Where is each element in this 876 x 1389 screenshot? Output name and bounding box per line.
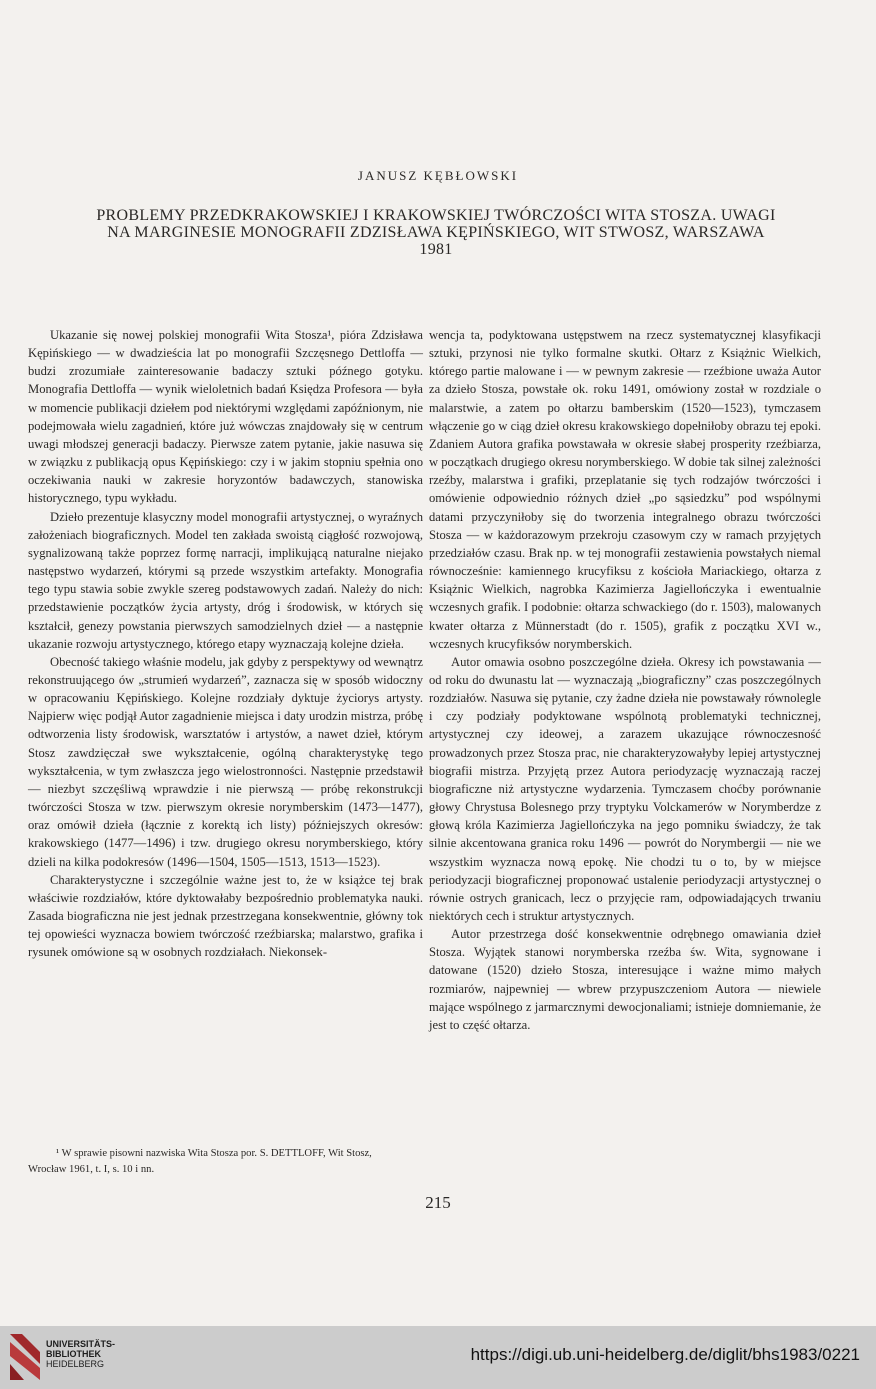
permalink-url[interactable]: https://digi.ub.uni-heidelberg.de/diglit/bhs1983/0221	[470, 1345, 860, 1364]
left-column	[28, 326, 423, 961]
title-line-1: PROBLEMY PRZEDKRAKOWSKIEJ I KRAKOWSKIEJ TWÓRCZOŚCI WITA STOSZA. UWAGI	[96, 207, 776, 224]
paragraph: Autor omawia osobno poszczególne dzieła. Okresy ich powstawania — od roku do dwunastu lat — wyznaczają „biograficzny” czas poszczególnych rozdziałów. Nasuwa się pytanie, czy żadne dzieła nie powstawały równolegle i czy podziały podyktowane wspólnotą problematyki technicznej, artystycznej czy ideowej, a zarazem ukazujące równoczesność prowadzonych przez Stosza prac, nie charakteryzowałyby lepiej artystycznej biografii mistrza. Przyjętą przez Autora periodyzację wyznaczają raczej biograficzne niż artystyczne wydarzenia. Tymczasem choćby porównanie głowy Chrystusa Bolesnego przy tryptyku Volckamerów w Norymberdze z głową króla Kazimierza Jagiellończyka na jego pomniku świadczy, że tak silnie akcentowana granica roku 1496 — powrót do Norymbergii — nie we wszystkim wyznacza nową epokę. Nie chodzi tu o to, by w miejsce periodyzacji biograficznej proponować ustalenie periodyzacji artystycznej o równie ostrych granicach, lecz o przyjęcie ram, odpowiadających trwaniu niektórych cech i struktur artystycznych.	[429, 654, 821, 923]
footnote	[28, 1146, 408, 1178]
author-name: JANUSZ KĘBŁOWSKI	[357, 168, 519, 183]
paragraph: Ukazanie się nowej polskiej monografii Wita Stosza¹, pióra Zdzisława Kępińskiego — w dwadzieścia lat po monografii Szczęsnego Dettloffa — budzi zrozumiałe zainteresowanie badaczy sztuki późnego gotyku. Monografia Dettloffa — wynik wieloletnich badań Księdza Profesora — była w momencie publikacji dziełem pod niektórymi względami zapóźnionym, nie podejmowała wielu zagadnień, które już wówczas znajdowały się w centrum uwagi młodszej generacji badaczy. Pierwsze zatem pytanie, jakie nasuwa się w związku z publikacją opus Kępińskiego: czy i w jakim stopniu spełnia ono oczekiwania nauki w zakresie horyzontów badawczych, stanowiska historycznego, typu wykładu.	[28, 328, 423, 506]
paragraph: Autor przestrzega dość konsekwentnie odrębnego omawiania dzieł Stosza. Wyjątek stanowi norymberska rzeźba św. Wita, sygnowane i datowane (1520) dzieło Stosza, interesujące i ważne mimo małych rozmiarów, najpewniej — wbrew przypuszczeniom Autora — niewiele mające wspólnego z jarmarcznymi dewocjonaliami; istnieje domniemanie, że jest to część ołtarza.	[429, 927, 821, 1032]
title-line-3: 1981	[419, 241, 453, 258]
library-name	[46, 1339, 115, 1369]
footnote-text: ¹ W sprawie pisowni nazwiska Wita Stosza por. S. DETTLOFF, Wit Stosz, Wrocław 1961, t. I, s. 10 i nn.	[28, 1148, 372, 1175]
page-number: 215	[425, 1193, 451, 1212]
title-line-2: NA MARGINESIE MONOGRAFII ZDZISŁAWA KĘPIŃSKIEGO, WIT STWOSZ, WARSZAWA	[107, 224, 765, 241]
library-name-line: BIBLIOTHEK	[46, 1349, 101, 1359]
paragraph: wencja ta, podyktowana ustępstwem na rzecz systematycznej klasyfikacji sztuki, przynosi nie tylko formalne skutki. Ołtarz z Książnic Wielkich, którego partie malowane i — w pewnym zakresie — rzeźbione uważa Autor za dzieło Stosza, powstałe ok. roku 1491, omówiony został w rozdziale o malarstwie, a zatem po ołtarzu bamberskim (1520—1523), tymczasem włączenie go w ciąg dzieł okresu krakowskiego dopełniłoby obrazu tej epoki. Zdaniem Autora grafika powstawała w okresie słabej prosperity rzeźbiarza, w początkach drugiego okresu norymberskiego. W dobie tak silnej zależności rzeźby, malarstwa i grafiki, przeplatanie się tych rodzajów twórczości i omówienie odpowiednio różnych dzieł „po sąsiedzku” pod wspólnymi datami przyczyniłoby się do tworzenia integralnego obrazu twórczości Stosza — w każdorazowym przekroju czasowym czy w ramach przyjętych przedziałów czasu. Brak np. w tej monografii zestawienia powstałych niemal równocześnie: kamiennego krucyfiksu z kościoła Mariackiego, ołtarza z Książnic Wielkich, nagrobka Kazimierza Jagiellończyka i ewentualnie wczesnych grafik. I podobnie: ołtarza schwackiego (do r. 1503), malowanych kwater ołtarza z Münnerstadt (do r. 1505), grafik z początku XVI w., wczesnych krucyfiksów norymberskich.	[429, 328, 821, 651]
paragraph: Charakterystyczne i szczególnie ważne jest to, że w książce tej brak właściwie rozdziałów, które dyktowałaby bezpośrednio problematyka nauki. Zasada biograficzna nie jest jednak przestrzegana konsekwentnie, główny tok tej opowieści wyznacza bowiem twórczość rzeźbiarska; malarstwo, grafika i rysunek omówione są w osobnych rozdziałach. Niekonsek-	[28, 872, 423, 960]
viewer-footer-bar	[0, 1326, 876, 1389]
library-name-line: HEIDELBERG	[46, 1359, 105, 1369]
article-title	[28, 207, 844, 258]
university-library-logo-icon[interactable]	[10, 1334, 40, 1380]
paragraph: Dzieło prezentuje klasyczny model monografii artystycznej, o wyraźnych założeniach biograficznych. Model ten zakłada swoistą ciągłość rozwojową, sygnalizowaną także poprzez formę narracji, implikującą naturalne niejako następstwo wydarzeń, którymi są przede wszystkim artefakty. Monografia tego typu stawia sobie zwykle szereg podstawowych zadań. Należy do nich: przedstawienie początków życia artysty, dróg i środowisk, w których się kształcił, genezy powstania pierwszych samodzielnych dzieł — a następnie ukazanie rozwoju artystycznego, którego etapy wyznaczają kolejne dzieła.	[28, 509, 423, 651]
library-name-line: UNIVERSITÄTS-	[46, 1339, 116, 1349]
paragraph: Obecność takiego właśnie modelu, jak gdyby z perspektywy od wewnątrz rekonstruującego ów „strumień wydarzeń”, zaznacza się w sposób widoczny w opracowaniu Kępińskiego. Kolejne rozdziały dyktuje życiorys artysty. Najpierw więc podjął Autor zagadnienie miejsca i daty urodzin mistrza, próbę odtworzenia listy środowisk, warsztatów i artystów, a nawet dzieł, którym Stosz zawdzięczał swe wykształcenie, ogólną charakterystykę tego wykształcenia, w tym zwłaszcza jego wielostronności. Następnie przedstawił — niezbyt szczęśliwą wprawdzie i nie pierwszą — próbę rekonstrukcji twórczości Stosza w tzw. pierwszym okresie norymberskim (1473—1477), oraz omówił dzieła (łącznie z korektą ich listy) późniejszych okresów: krakowskiego (1477—1496) i tzw. drugiego okresu norymberskiego, który dzieli na kilka podokresów (1496—1504, 1505—1513, 1513—1523).	[28, 654, 423, 869]
right-column	[429, 326, 821, 1034]
